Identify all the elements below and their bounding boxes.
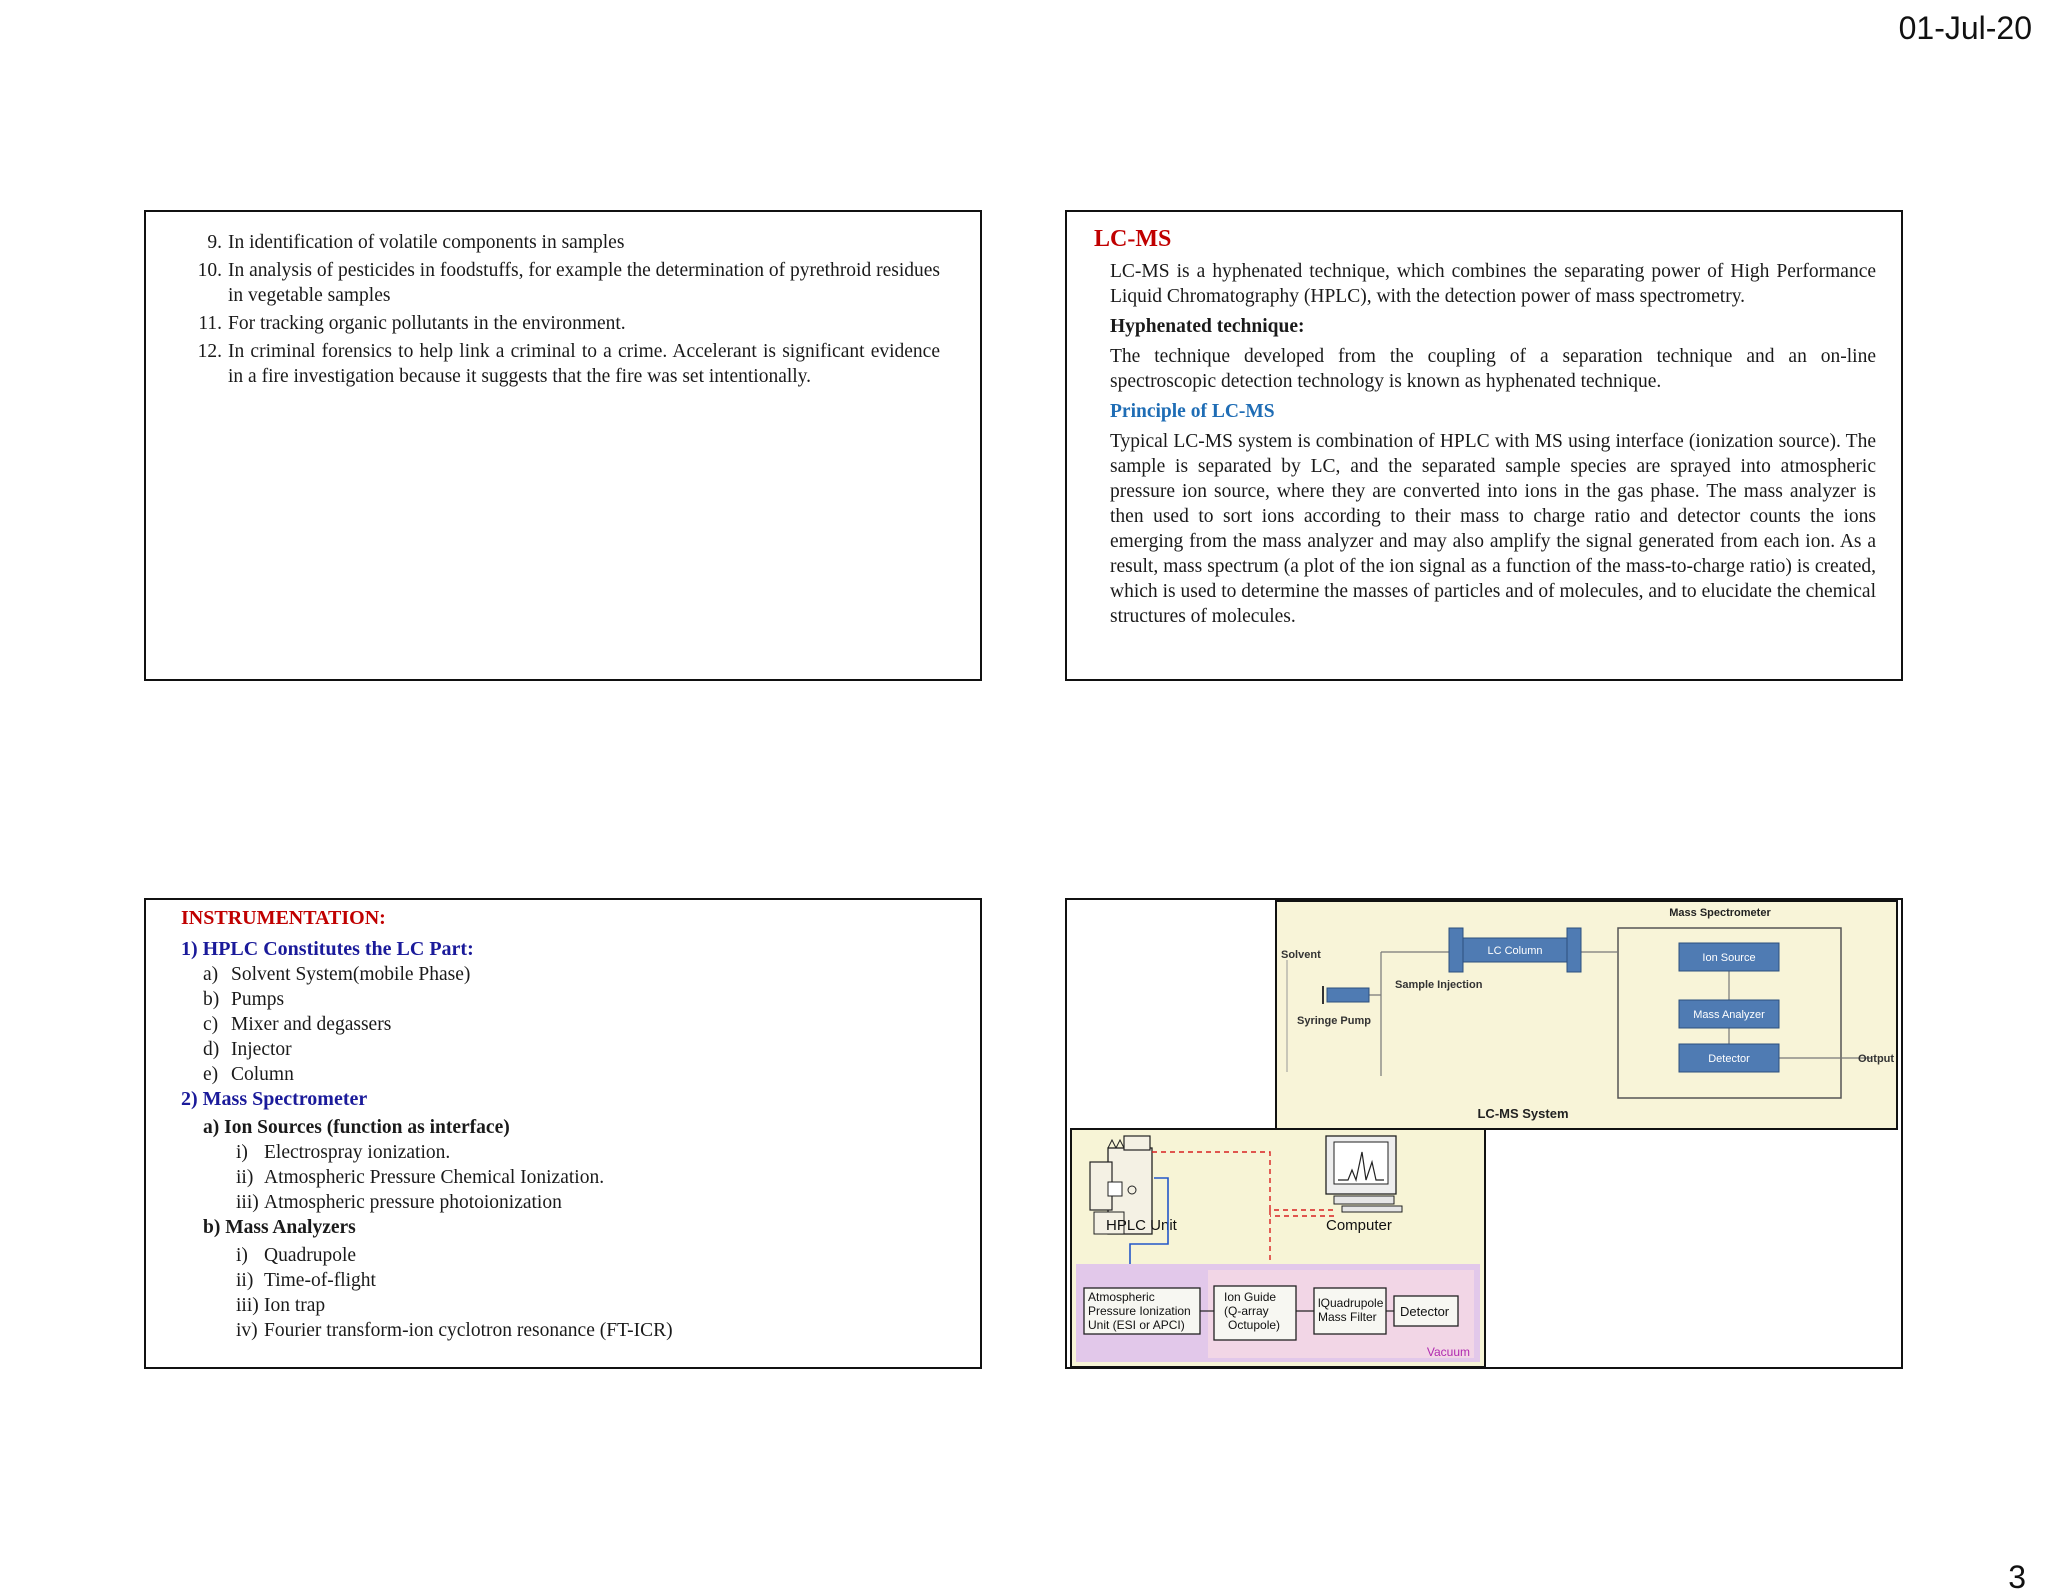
ion-guide-label-1: Ion Guide	[1224, 1290, 1277, 1304]
item-text: For tracking organic pollutants in the environment.	[228, 313, 626, 334]
mass-analyzer-label: Mass Analyzer	[1693, 1009, 1765, 1021]
slide-body	[1110, 259, 1876, 634]
detector-label: Detector	[1400, 1304, 1450, 1319]
api-unit-label-3: Unit (ESI or APCI)	[1088, 1318, 1185, 1332]
list-item: b) Pumps	[203, 989, 285, 1010]
item-number: 10.	[197, 260, 222, 281]
list-item: e) Column	[203, 1064, 294, 1085]
quadrupole-label-1: lQuadrupole	[1318, 1296, 1384, 1310]
item-text: In analysis of pesticides in foodstuffs, for example the determination of pyrethroid residues in vegetable samples	[228, 260, 940, 306]
computer-icon	[1326, 1136, 1402, 1212]
slide-instrumentation	[144, 898, 982, 1369]
principle-heading: Principle of LC-MS	[1110, 401, 1275, 422]
solvent-label: Solvent	[1281, 949, 1321, 961]
ms-heading: 2) Mass Spectrometer	[181, 1088, 368, 1110]
instrumentation-content	[181, 906, 971, 1343]
list-item: iii) Atmospheric pressure photoionization	[236, 1192, 562, 1213]
slide-lcms-intro	[1065, 210, 1903, 681]
item-number: 9.	[207, 232, 222, 253]
sample-injection-label: Sample Injection	[1395, 979, 1483, 991]
list-item: ii) Atmospheric Pressure Chemical Ionization.	[236, 1167, 605, 1188]
applications-list	[190, 230, 940, 392]
list-item	[190, 339, 940, 389]
hplc-ms-components-diagram	[1070, 1128, 1486, 1368]
output-label: Output	[1858, 1053, 1895, 1065]
list-item	[190, 311, 940, 336]
ion-source-label: Ion Source	[1702, 952, 1756, 964]
hyphenated-heading: Hyphenated technique:	[1110, 316, 1305, 337]
hplc-unit-label: HPLC Unit	[1106, 1217, 1177, 1234]
lc-column-endcap	[1567, 928, 1581, 972]
lcms-system-caption: LC-MS System	[1477, 1106, 1569, 1121]
lc-heading: 1) HPLC Constitutes the LC Part:	[181, 938, 474, 960]
analyzers-heading: b) Mass Analyzers	[203, 1217, 356, 1238]
computer-label: Computer	[1326, 1217, 1392, 1234]
api-unit-label-2: Pressure Ionization	[1088, 1304, 1191, 1318]
list-item: ii) Time-of-flight	[236, 1270, 376, 1291]
mass-spectrometer-label: Mass Spectrometer	[1669, 907, 1771, 919]
principle-paragraph: Typical LC-MS system is combination of HPLC with MS using interface (ionization source). The sample is separated by LC, and the separated sample species are sprayed into atmospheric pressure ion source, where they are converted into ions in the gas phase. The mass analyzer is then used to sort ions according to their mass to charge ratio and detector counts the ions emerging from the mass analyzer and may also amplify the signal generated from each ion. As a result, mass spectrum (a plot of the ion signal as a function of the mass-to-charge ratio) is created, which is used to determine the masses of particles and of molecules, and to elucidate the chemical structures of molecules.	[1110, 431, 1876, 627]
api-unit-label-1: Atmospheric	[1088, 1290, 1155, 1304]
list-item: iv) Fourier transform-ion cyclotron resonance (FT-ICR)	[236, 1320, 673, 1341]
list-item: iii) Ion trap	[236, 1295, 326, 1316]
detector-label: Detector	[1708, 1053, 1750, 1065]
syringe-pump	[1327, 988, 1369, 1002]
ion-sources-heading: a) Ion Sources (function as interface)	[203, 1117, 510, 1138]
syringe-pump-label: Syringe Pump	[1297, 1015, 1371, 1027]
date-label: 01-Jul-20	[1898, 10, 2032, 46]
intro-paragraph: LC-MS is a hyphenated technique, which combines the separating power of High Performance Liquid Chromatography (HPLC), with the detection power of mass spectrometry.	[1110, 261, 1876, 307]
list-item: a) Solvent System(mobile Phase)	[203, 964, 471, 985]
ion-guide-label-2: (Q-array	[1224, 1304, 1269, 1318]
ion-guide-label-3: Octupole)	[1228, 1318, 1281, 1332]
list-item: i) Quadrupole	[236, 1245, 357, 1266]
list-item	[190, 258, 940, 308]
vacuum-label: Vacuum	[1426, 1345, 1470, 1359]
instrumentation-heading: INSTRUMENTATION:	[181, 907, 386, 929]
list-item: i) Electrospray ionization.	[236, 1142, 451, 1163]
item-number: 11.	[198, 313, 222, 334]
item-text: In criminal forensics to help link a criminal to a crime. Accelerant is significant evidence in a fire investigation because it suggests that the fire was set intentionally.	[228, 341, 940, 387]
lcms-system-diagram	[1275, 900, 1898, 1130]
lc-column-label: LC Column	[1487, 945, 1543, 957]
quadrupole-label-2: Mass Filter	[1318, 1310, 1377, 1324]
page-number: 3	[2008, 1559, 2026, 1595]
list-item: c) Mixer and degassers	[203, 1014, 392, 1035]
lc-column-endcap	[1449, 928, 1463, 972]
hyphenated-paragraph: The technique developed from the coupling of a separation technique and an on-line spectroscopic detection technology is known as hyphenated technique.	[1110, 346, 1876, 392]
list-item	[190, 230, 940, 255]
list-item: d) Injector	[203, 1039, 292, 1060]
signal-line	[1152, 1152, 1334, 1210]
item-text: In identification of volatile components in samples	[228, 232, 625, 253]
slide-title: LC-MS	[1094, 226, 1172, 252]
slide-applications	[144, 210, 982, 681]
item-number: 12.	[197, 341, 222, 362]
